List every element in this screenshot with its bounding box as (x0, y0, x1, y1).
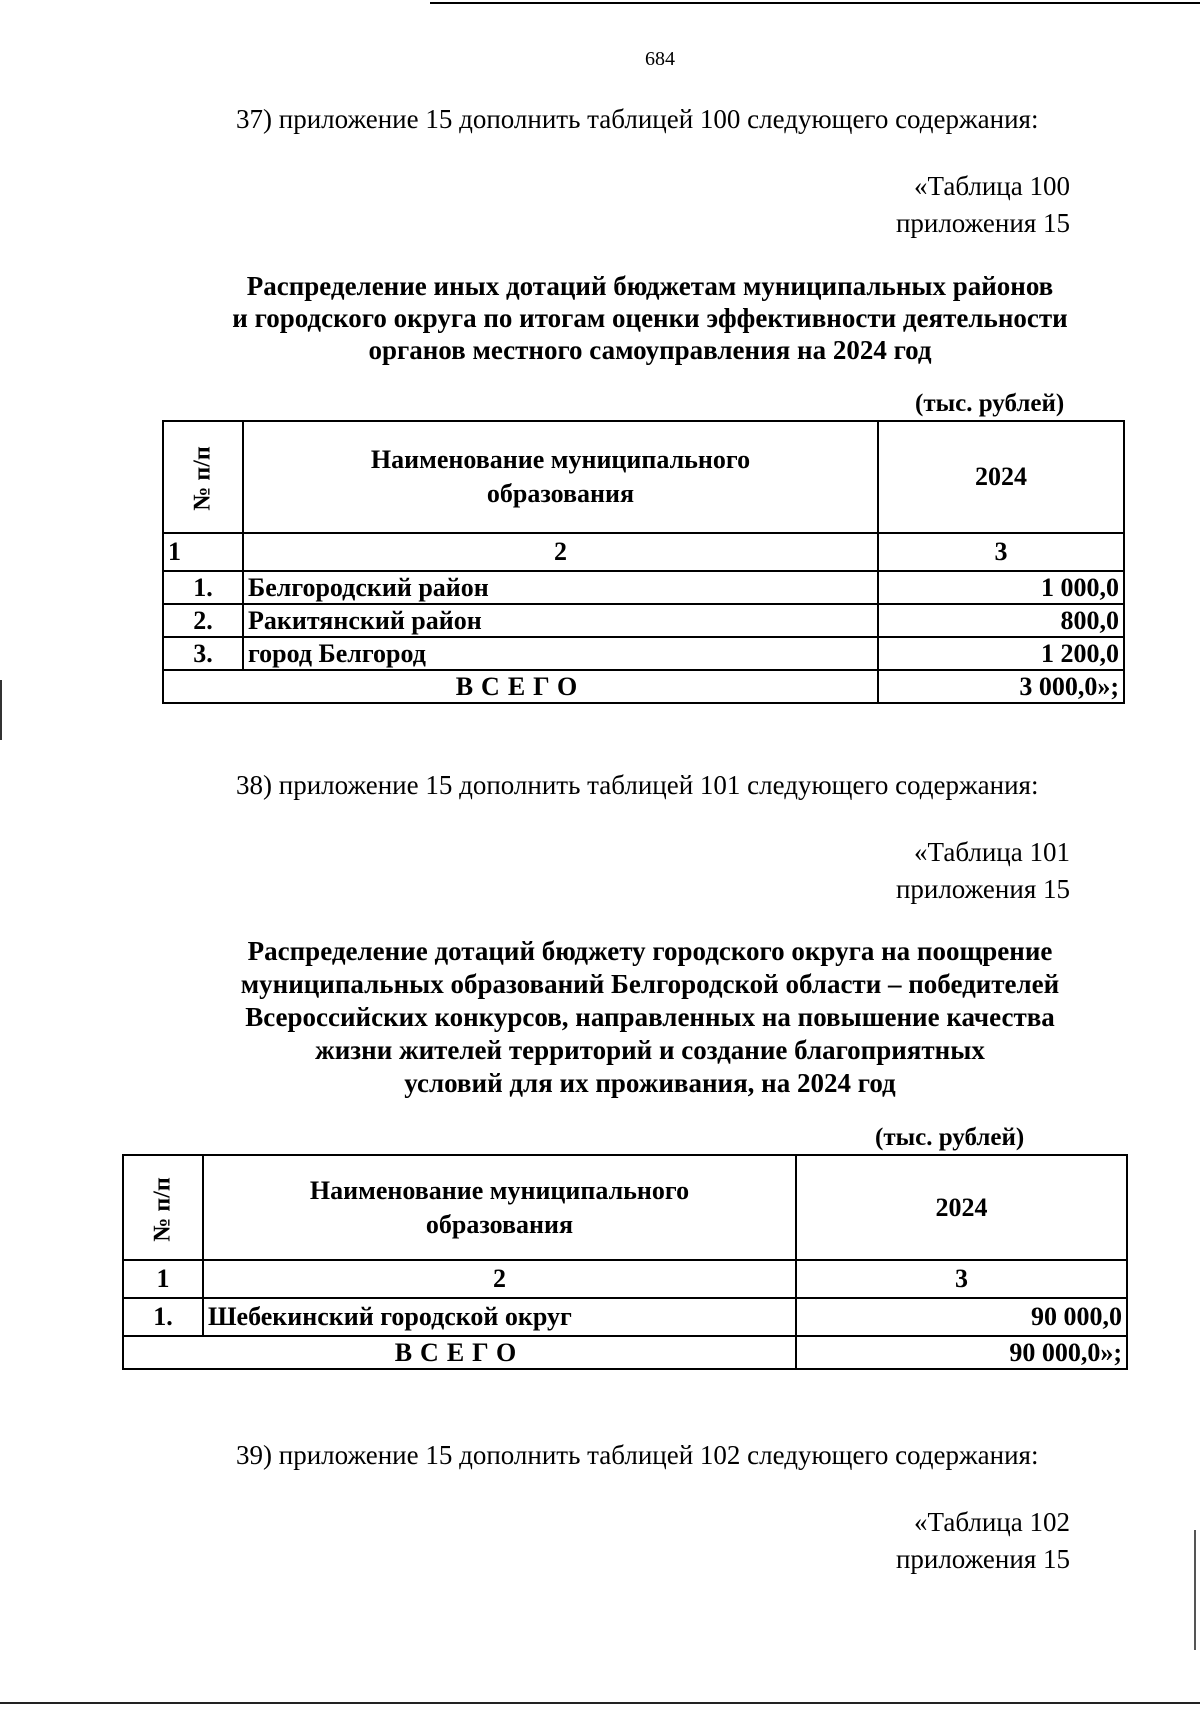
table-102-ref-line1: «Таблица 102 (914, 1507, 1070, 1537)
item-38-text: 38) приложение 15 дополнить таблицей 101 следующего содержания: (236, 770, 1039, 800)
header-name-line1: Наименование муниципального (309, 1175, 690, 1205)
table-100-units: (тыс. рублей) (915, 390, 1065, 417)
page-number: 684 (645, 48, 675, 70)
header-name-line2: образования (425, 1209, 574, 1239)
header-name (203, 1155, 796, 1260)
table-102-reference (896, 1504, 1070, 1578)
scan-edge-bottom (0, 1702, 1200, 1704)
table-header-row (123, 1155, 1127, 1260)
table-101-title-line: условий для их проживания, на 2024 год (404, 1068, 896, 1098)
header-name (243, 421, 878, 533)
row-value: 1 200,0 (878, 637, 1124, 670)
table-header-row (163, 421, 1124, 533)
total-row (123, 1336, 1127, 1369)
table-100-title-line: и городского округа по итогам оценки эффективности деятельности (232, 303, 1068, 333)
table-101-ref-line1: «Таблица 101 (914, 837, 1070, 867)
row-name: город Белгород (243, 637, 878, 670)
table-100 (162, 420, 1125, 704)
total-value: 3 000,0»; (878, 670, 1124, 703)
table-row (163, 571, 1124, 604)
table-100-ref-line2: приложения 15 (895, 208, 1070, 238)
table-101-title-line: Распределение дотаций бюджету городского округа на поощрение (247, 936, 1053, 966)
scan-edge-right (1194, 1530, 1196, 1650)
row-value: 1 000,0 (878, 571, 1124, 604)
header-num: № п/п (123, 1155, 203, 1260)
header-name-line2: образования (486, 479, 635, 508)
table-100-title (0, 270, 1200, 366)
row-value: 90 000,0 (796, 1298, 1127, 1336)
total-label: ВСЕГО (123, 1336, 796, 1369)
colnum-cell: 3 (796, 1260, 1127, 1298)
scan-edge-left (0, 680, 2, 740)
row-value: 800,0 (878, 604, 1124, 637)
item-39-text: 39) приложение 15 дополнить таблицей 102 следующего содержания: (236, 1440, 1039, 1470)
row-num: 2. (163, 604, 243, 637)
column-number-row (163, 533, 1124, 571)
row-num: 1. (163, 571, 243, 604)
scan-edge-top (430, 2, 1200, 4)
table-row (163, 637, 1124, 670)
table-100-ref-line1: «Таблица 100 (914, 171, 1070, 201)
table-100-reference (896, 168, 1070, 242)
table-100-title-line: органов местного самоуправления на 2024 год (368, 335, 932, 365)
table-101-title-line: жизни жителей территорий и создание благоприятных (315, 1035, 985, 1065)
header-year: 2024 (878, 421, 1124, 533)
total-row (163, 670, 1124, 703)
header-num: № п/п (163, 421, 243, 533)
colnum-cell: 1 (163, 533, 243, 571)
table-row (123, 1298, 1127, 1336)
row-num: 3. (163, 637, 243, 670)
colnum-cell: 2 (203, 1260, 796, 1298)
table-row (163, 604, 1124, 637)
header-name-line1: Наименование муниципального (370, 445, 751, 474)
table-102-ref-line2: приложения 15 (895, 1544, 1070, 1574)
colnum-cell: 2 (243, 533, 878, 571)
column-number-row (123, 1260, 1127, 1298)
table-101-title-line: муниципальных образований Белгородской области – победителей (240, 969, 1060, 999)
row-name: Белгородский район (243, 571, 878, 604)
row-num: 1. (123, 1298, 203, 1336)
row-name: Шебекинский городской округ (203, 1298, 796, 1336)
colnum-cell: 1 (123, 1260, 203, 1298)
header-year: 2024 (796, 1155, 1127, 1260)
table-101 (122, 1154, 1128, 1370)
table-101-reference (896, 834, 1070, 908)
total-value: 90 000,0»; (796, 1336, 1127, 1369)
total-label: ВСЕГО (163, 670, 878, 703)
table-100-title-line: Распределение иных дотаций бюджетам муниципальных районов (246, 271, 1054, 301)
table-101-title-line: Всероссийских конкурсов, направленных на повышение качества (245, 1002, 1055, 1032)
row-name: Ракитянский район (243, 604, 878, 637)
table-101-units: (тыс. рублей) (875, 1124, 1025, 1151)
colnum-cell: 3 (878, 533, 1124, 571)
item-37-text: 37) приложение 15 дополнить таблицей 100 следующего содержания: (236, 104, 1039, 134)
table-101-title (0, 935, 1200, 1100)
table-101-ref-line2: приложения 15 (895, 874, 1070, 904)
